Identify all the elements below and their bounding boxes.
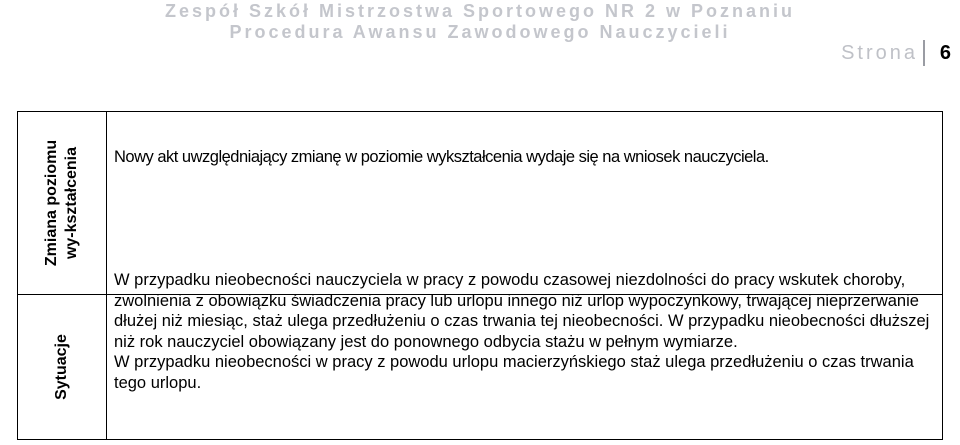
row-label-cell (18, 295, 107, 440)
row-content-cell (107, 112, 943, 295)
page-label: Strona (841, 42, 918, 64)
procedure-header: Procedura Awansu Zawodowego Nauczycieli (229, 22, 731, 42)
row-label-cell (18, 112, 107, 295)
content-table (17, 111, 943, 440)
paragraph: W przypadku nieobecności nauczyciela w pracy z powodu czasowej niezdolności do pracy wskutek choroby, zwolnienia z obowiązku świadczenia pracy lub urlopu innego niż urlop wypoczynkowy, trwającej nieprzerwanie dłużej niż miesiąc, staż ulega przedłużeniu o czas trwania tej nieobecności. W przypadku nieobecności dłuższej niż rok nauczyciel obowiązany jest do ponownego odbycia stażu w pełnym wymiarze. (114, 271, 930, 351)
table-row (18, 295, 943, 440)
row-label-line: Zmiana poziomu (43, 139, 60, 267)
page-number: 6 (939, 42, 951, 64)
row-text: Nowy akt uwzględniający zmianę w poziomie wykształcenia wydaje się na wniosek nauczyciela. (114, 148, 769, 166)
paragraph: W przypadku nieobecności w pracy z powodu urlopu macierzyńskiego staż ulega przedłużeniu o czas trwania tego urlopu. (114, 353, 914, 392)
table-row (18, 112, 943, 295)
row-label (52, 334, 72, 400)
row-label-line: wy-kształcenia (63, 146, 80, 260)
school-header: Zespół Szkół Mistrzostwa Sportowego NR 2 w Poznaniu (164, 1, 796, 21)
row-content-cell (107, 271, 943, 440)
row-label-line: Sytuacje (53, 334, 70, 400)
row-text (107, 270, 942, 393)
page-separator (923, 40, 925, 66)
row-label (42, 140, 82, 266)
